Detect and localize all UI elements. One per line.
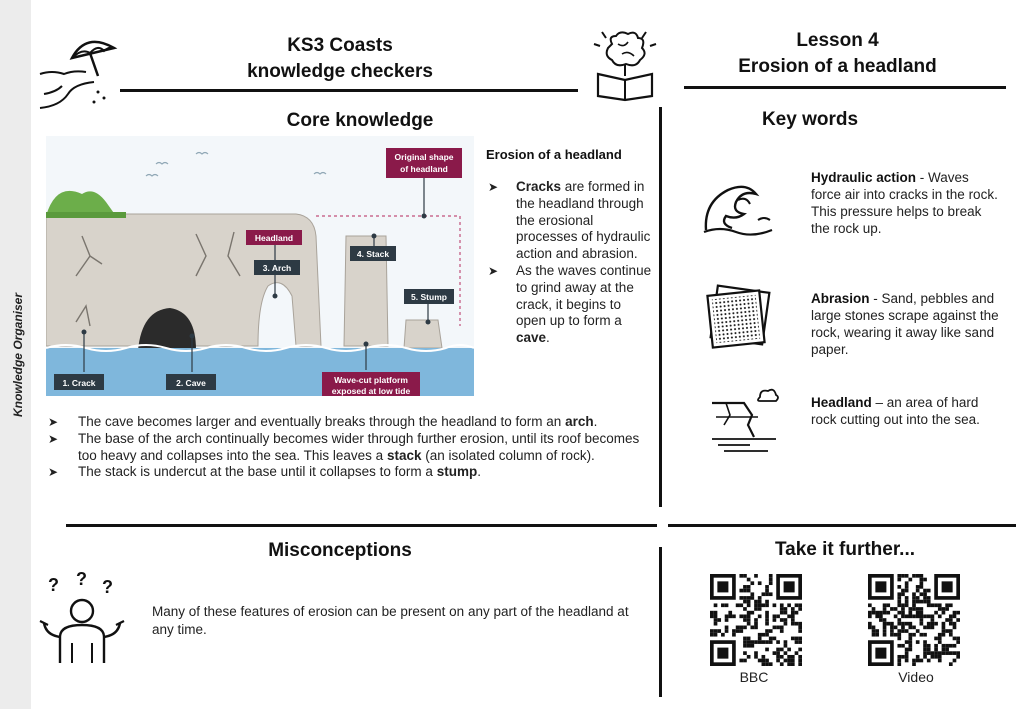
bullet-cave-text: As the waves continue to grind away at the crack, it begins to open up to form a (516, 262, 652, 329)
arrow-bullet-icon: ➤ (48, 415, 59, 429)
label-wave-cut-2: exposed at low tide (331, 386, 411, 396)
core-knowledge-heading: Core knowledge (286, 110, 434, 131)
keyword-headland (811, 394, 1001, 428)
keyword-abrasion (811, 290, 1001, 358)
header-divider-right (684, 86, 1006, 89)
sandpaper-icon (700, 283, 776, 353)
arrow-bullet-icon: ➤ (48, 465, 59, 480)
bullet-stack-text: The base of the arch continually becomes wider through further erosion, until its roof becomes too heavy and collapses into the sea. This leaves a (78, 430, 640, 463)
qr-code-video[interactable] (868, 574, 960, 666)
misconceptions-heading: Misconceptions (268, 540, 412, 561)
section-divider-left (66, 524, 657, 527)
qr-label-bbc: BBC (739, 669, 769, 685)
vertical-divider-bottom (659, 547, 662, 697)
erosion-bullets (488, 179, 653, 347)
take-it-further-heading: Take it further... (774, 539, 916, 560)
arrow-bullet-icon: ➤ (488, 263, 499, 278)
wave-icon (702, 180, 774, 236)
bullet-arch-end: . (593, 414, 598, 429)
label-headland: Headland (254, 233, 294, 243)
page-title (205, 33, 475, 85)
label-crack: 1. Crack (62, 378, 96, 388)
lesson-topic: Erosion of a headland (738, 56, 937, 77)
headland-erosion-diagram (46, 136, 474, 396)
brain-book-icon (592, 30, 658, 102)
label-arch: 3. Arch (262, 263, 292, 273)
bullet-cave-term: cave (516, 330, 547, 346)
svg-text:?: ? (102, 577, 113, 597)
bullet-stack-end: (an isolated column of rock). (421, 447, 595, 463)
bullet-stump-text: The stack is undercut at the base until it collapses to form a (78, 464, 437, 480)
lesson-title (705, 28, 970, 80)
key-words-heading: Key words (761, 109, 859, 130)
bullet-arch-term: arch (565, 414, 594, 429)
side-label: Knowledge Organiser (11, 292, 25, 418)
section-divider-right (668, 524, 1016, 527)
label-stump: 5. Stump (411, 292, 447, 302)
title-line-1: KS3 Coasts (287, 35, 393, 56)
vertical-divider-top (659, 107, 662, 507)
bullet-cracks-text: are formed in the headland through the erosional processes of hydraulic action and abrasion. (516, 179, 651, 262)
bullet-arch (48, 414, 648, 431)
label-wave-cut-1: Wave-cut platform (334, 375, 408, 385)
headland-icon (710, 385, 780, 453)
bullet-stack-term: stack (386, 447, 422, 463)
misconception-text: Many of these features of erosion can be present on any part of the headland at any time. (152, 604, 629, 637)
keyword-headland-def: – an area of hard rock cutting out into the sea. (811, 395, 980, 427)
keyword-hydraulic-def: - Waves force air into cracks in the rock. This pressure helps to break the rock up. (811, 170, 998, 236)
arrow-bullet-icon: ➤ (48, 431, 59, 446)
lesson-number: Lesson 4 (796, 30, 879, 51)
arrow-bullet-icon: ➤ (488, 180, 499, 194)
keyword-hydraulic-action (811, 169, 1001, 237)
bullet-cracks-term: Cracks (516, 179, 562, 194)
label-cave: 2. Cave (176, 378, 206, 388)
header-divider-left (120, 89, 578, 92)
label-stack: 4. Stack (356, 249, 390, 259)
keyword-abrasion-term: Abrasion (811, 291, 870, 306)
keyword-abrasion-def: - Sand, pebbles and large stones scrape against the rock, wearing it away like sand paper. (811, 291, 999, 357)
bullet-stack (48, 431, 648, 465)
svg-text:?: ? (48, 575, 59, 595)
bullet-stump-end: . (477, 464, 481, 480)
qr-code-bbc[interactable] (710, 574, 802, 666)
beach-umbrella-icon (38, 34, 120, 110)
bullet-cracks (488, 179, 653, 263)
bullet-cave (488, 263, 653, 347)
confused-person-icon (38, 571, 126, 669)
bullet-arch-text: The cave becomes larger and eventually breaks through the headland to form an (78, 414, 566, 429)
keyword-hydraulic-term: Hydraulic action (811, 170, 917, 185)
erosion-title: Erosion of a headland (486, 147, 622, 162)
lower-bullets (48, 414, 648, 481)
svg-text:?: ? (76, 571, 87, 589)
label-original-shape-1: Original shape (394, 152, 454, 162)
bullet-stump-term: stump (436, 464, 478, 480)
qr-label-video: Video (898, 669, 934, 685)
bullet-cave-end: . (546, 330, 550, 346)
label-original-shape-2: of headland (400, 164, 448, 174)
keyword-headland-term: Headland (811, 395, 872, 410)
title-line-2: knowledge checkers (247, 61, 433, 82)
bullet-stump (48, 464, 648, 481)
